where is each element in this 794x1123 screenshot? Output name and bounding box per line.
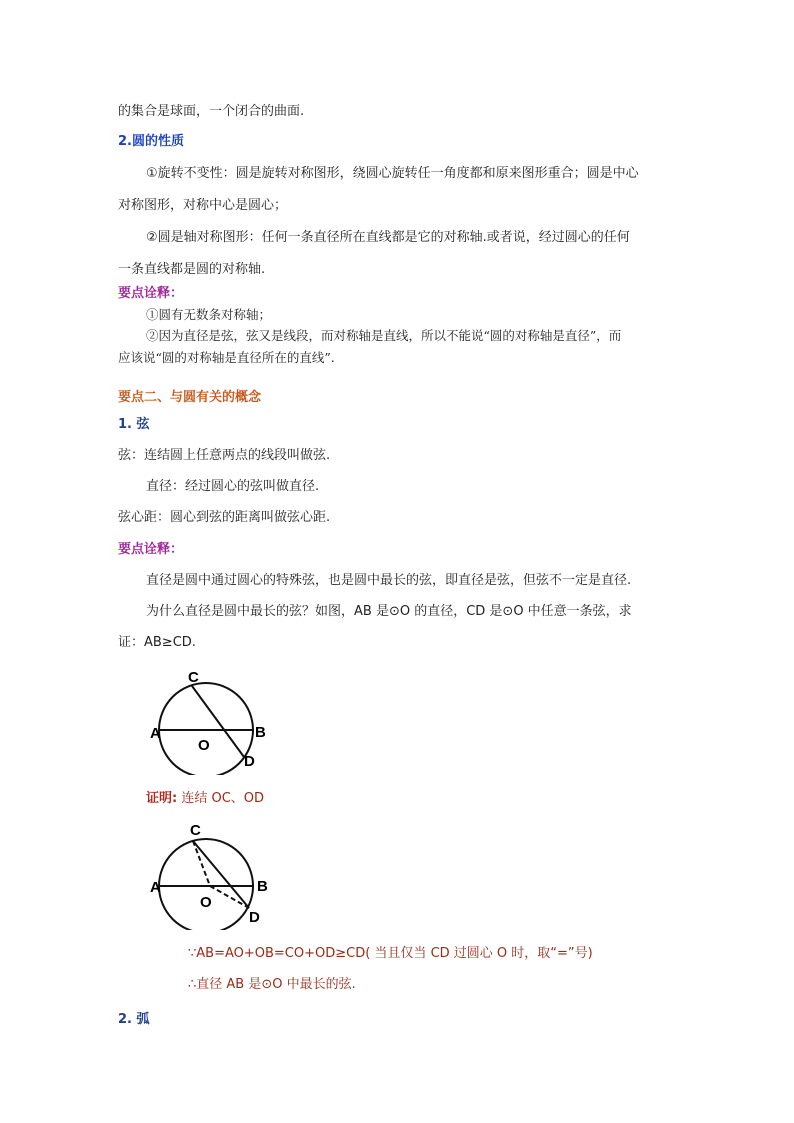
proof-line1: ∵AB=AO+OB=CO+OD≥CD( 当且仅当 CD 过圆心 O 时，取“=”号) <box>188 946 593 961</box>
properties-p2-line2: 一条直线都是圆的对称轴. <box>118 262 266 277</box>
note1-line2: ②因为直径是弦，弦又是线段，而对称轴是直线，所以不能说“圆的对称轴是直径”，而 <box>146 328 622 343</box>
circle-figure-2 <box>140 815 280 930</box>
circle-outline <box>159 839 253 930</box>
proof-line2: ∴直径 AB 是⊙O 中最长的弦. <box>188 977 356 992</box>
properties-p1-line1: ①旋转不变性：圆是旋转对称图形，绕圆心旋转任一角度都和原来图形重合；圆是中心 <box>146 166 639 181</box>
label-o: O <box>198 737 210 754</box>
note1-line1: ①圆有无数条对称轴； <box>146 307 272 322</box>
segment-od <box>210 886 249 908</box>
arc-subtitle: 2. 弧 <box>118 1012 150 1027</box>
label-d: D <box>244 753 255 770</box>
chord-subtitle: 1. 弦 <box>118 417 150 432</box>
section-two-title: 要点二、与圆有关的概念 <box>118 390 262 405</box>
segment-oc <box>193 841 210 886</box>
label-a: A <box>150 725 161 742</box>
note2-line2: 为什么直径是圆中最长的弦？如图，AB 是⊙O 的直径，CD 是⊙O 中任意一条弦，求 <box>146 604 632 619</box>
circle-figure-1 <box>140 660 280 775</box>
note1-title: 要点诠释： <box>118 286 184 301</box>
note2-line1: 直径是圆中通过圆心的特殊弦，也是圆中最长的弦，即直径是弦，但弦不一定是直径. <box>146 573 632 588</box>
intro-line: 的集合是球面，一个闭合的曲面. <box>118 104 305 119</box>
label-c: C <box>190 822 201 839</box>
note2-title: 要点诠释： <box>118 542 184 557</box>
label-d: D <box>249 909 260 926</box>
chord-distance-definition: 弦心距：圆心到弦的距离叫做弦心距. <box>118 510 331 525</box>
proof-intro-text: 连结 OC、OD <box>181 791 265 806</box>
note2-line3: 证：AB≥CD. <box>118 635 196 650</box>
properties-p1-line2: 对称图形，对称中心是圆心； <box>118 198 288 213</box>
chord-definition: 弦：连结圆上任意两点的线段叫做弦. <box>118 448 331 463</box>
label-c: C <box>188 669 199 686</box>
note1-line3: 应该说“圆的对称轴是直径所在的直线”. <box>118 350 335 365</box>
label-o: O <box>200 894 212 911</box>
label-b: B <box>255 724 266 741</box>
diameter-definition: 直径：经过圆心的弦叫做直径. <box>146 479 320 494</box>
label-b: B <box>257 878 268 895</box>
proof-heading <box>146 790 264 808</box>
properties-p2-line1: ②圆是轴对称图形：任何一条直径所在直线都是它的对称轴.或者说，经过圆心的任何 <box>146 230 630 245</box>
label-a: A <box>150 879 161 896</box>
proof-label: 证明: <box>146 791 178 806</box>
section-properties-title: 2.圆的性质 <box>118 134 184 149</box>
